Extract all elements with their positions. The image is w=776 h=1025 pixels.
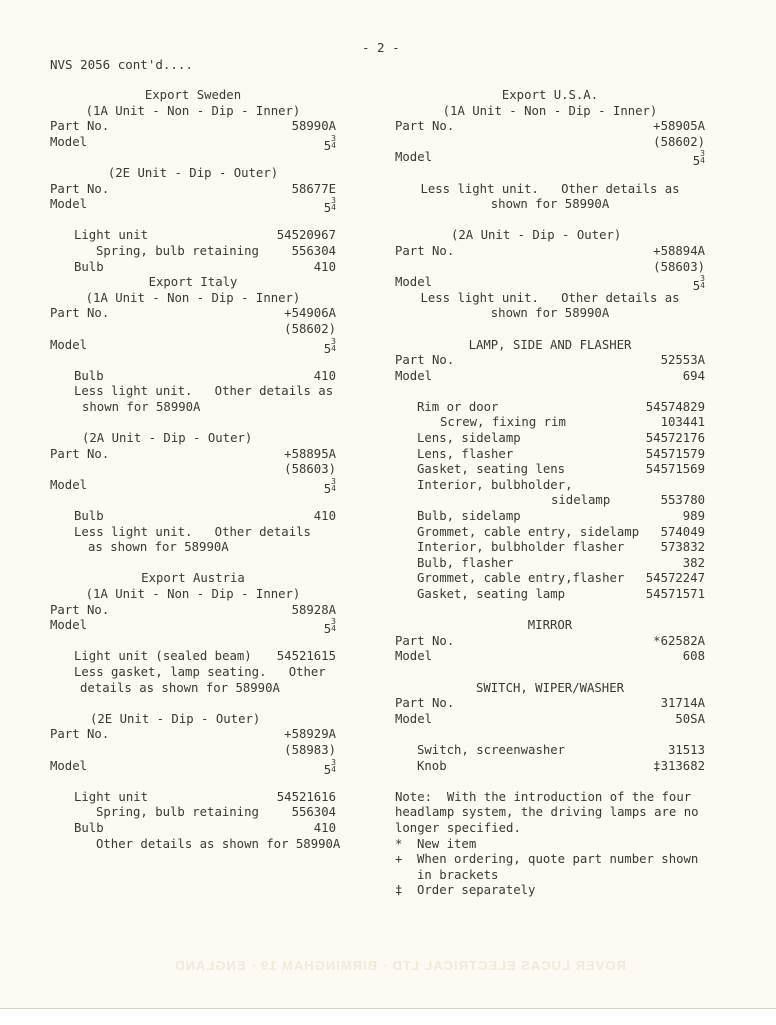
section-export-austria [50,571,341,852]
note-text: shown for 58990A [490,306,610,321]
part-value: 31714A [660,696,705,711]
bracket-row [50,743,336,759]
legend-item-bracket-cont: in brackets [417,867,499,882]
notes-block [395,790,725,899]
section-export-italy [50,275,336,571]
component-row: Light unit 54521616 [74,789,336,804]
section-title: Export Austria [141,571,245,586]
note-text: as shown for 58990A [88,540,229,555]
model-row [50,135,336,151]
component-row: Screw, fixing rim 103441 [440,415,705,430]
model-value: 608 [682,649,705,664]
part-value: *62582A [653,633,705,648]
part-value: 58990A [291,119,336,134]
legend-item-new: * New item [395,836,477,851]
model-label: Model [50,134,88,149]
note-text: Less gasket, lamp seating. Other [74,664,326,679]
component-row: Grommet, cable entry,flasher 54572247 [417,571,705,586]
note-text: shown for 58990A [490,197,610,212]
note-text: Less light unit. Other details [74,524,311,539]
page-edge [0,1008,776,1025]
component-row: Interior, bulbholder, [417,477,573,492]
bleed-through-text: ROVER LUCAS ELECTRICAL LTD · BIRMINGHAM 19 · ENGLAND [174,958,626,973]
part-row: Part No. +58905A [395,119,705,134]
section-title: Export Italy [148,275,238,290]
model-row: Model 50SA [395,711,705,726]
component-row: Light unit (sealed beam) 54521615 [74,649,336,664]
part-value: 58928A [291,602,336,617]
section-switch-wiper-washer [395,681,705,790]
bracket-part-value: (58603) [653,259,705,274]
legend-item-separate: ‡ Order separately [395,883,536,898]
model-row: Model 608 [395,649,705,664]
component-row: Bulb 410 [74,368,336,383]
unit-subtitle: (2A Unit - Dip - Outer) [82,431,253,446]
bracket-part-value: (58602) [653,134,705,149]
model-value: 5 3 4 [323,617,336,637]
component-row: Switch, screenwasher 31513 [417,742,705,757]
model-value: 694 [682,368,705,383]
part-value: +58905A [653,119,705,134]
bracket-row [395,260,705,276]
unit-subtitle: (1A Unit - Non - Dip - Inner) [85,103,301,118]
bracket-row [395,135,705,151]
section-export-usa [395,88,705,338]
part-value: +58894A [653,243,705,258]
model-row: Model 5 3 4 [50,336,336,356]
note-text: Less light unit. Other details as [420,181,680,196]
model-value: 50SA [675,711,705,726]
note-line: longer specified. [395,820,521,835]
model-value: 5 3 4 [692,274,705,294]
component-row: sidelamp 553780 [551,493,705,508]
component-row: Spring, bulb retaining 556304 [96,805,336,820]
model-value: 5 3 4 [323,196,336,216]
unit-subtitle: (2E Unit - Dip - Outer) [90,711,261,726]
component-row: Bulb, flasher 382 [417,555,705,570]
bracket-row [50,462,336,478]
note-text: Less light unit. Other details as [420,290,680,305]
note-text: details as shown for 58990A [80,680,280,695]
component-row: Bulb 410 [74,820,336,835]
part-row: Part No. *62582A [395,633,705,648]
model-row: Model 694 [395,368,705,383]
component-row: Lens, sidelamp 54572176 [417,431,705,446]
note-line: Note: With the introduction of the four [395,789,692,804]
component-row: Grommet, cable entry, sidelamp 574049 [417,524,705,539]
document-reference: NVS 2056 cont'd.... [50,57,193,72]
part-row: Part No. +58929A [50,727,336,742]
asterisk-symbol: * [395,836,403,851]
part-row: Part No. +58895A [50,446,336,461]
part-value: +58929A [284,727,336,742]
part-value: +54906A [284,306,336,321]
component-row: Interior, bulbholder flasher 573832 [417,540,705,555]
component-row: Gasket, seating lamp 54571571 [417,587,705,601]
left-column [50,88,341,852]
model-row: Model 5 3 4 [50,196,336,216]
section-lamp-side-flasher [395,338,705,619]
part-value: +58895A [284,446,336,461]
part-value: 52553A [660,353,705,368]
bracket-part-value: (58983) [284,742,336,757]
bracket-part-value: (58602) [284,321,336,336]
component-row: Bulb 410 [74,259,336,274]
note-text: Other details as shown for 58990A [96,836,341,851]
component-row: Spring, bulb retaining 556304 [96,243,336,258]
double-dagger-symbol: ‡ [395,883,403,898]
model-row: Model 5 3 4 [395,274,705,294]
unit-subtitle: (2E Unit - Dip - Outer) [107,165,279,180]
page-number: - 2 - [362,40,400,55]
component-row: Rim or door 54574829 [417,399,705,414]
component-row: Knob ‡313682 [417,758,705,773]
part-value: 58677E [291,181,336,196]
plus-symbol: + [395,852,403,867]
part-row: Part No. 31714A [395,696,705,711]
model-value: 5 3 4 [692,149,705,169]
note-line: headlamp system, the driving lamps are no [395,805,699,820]
part-label: Part No. [50,119,110,134]
part-row [50,119,336,135]
section-title: MIRROR [527,618,573,633]
section-title: Export Sweden [144,88,242,102]
unit-subtitle: (1A Unit - Non - Dip - Inner) [442,103,658,118]
part-row: Part No. +58894A [395,243,705,258]
bracket-row [50,322,336,338]
right-column [395,88,705,899]
note-text: shown for 58990A [82,399,201,414]
section-title: SWITCH, WIPER/WASHER [475,680,625,695]
note-text: Less light unit. Other details as [74,384,334,399]
model-row: Model 5 3 4 [50,617,336,637]
unit-subtitle: (2A Unit - Dip - Outer) [451,228,622,243]
model-value: 5 3 4 [323,476,336,496]
section-title: Export U.S.A. [501,88,599,102]
part-row: Part No. +54906A [50,306,336,321]
model-value: 5 3 4 [323,133,336,153]
bracket-part-value: (58603) [284,462,336,477]
legend-item-bracket: + When ordering, quote part number shown [395,852,699,867]
model-row: Model 5 3 4 [395,149,705,169]
model-row: Model 5 3 4 [50,757,336,777]
component-row: Lens, flasher 54571579 [417,446,705,461]
unit-subtitle: (1A Unit - Non - Dip - Inner) [85,290,301,305]
model-value: 5 3 4 [323,336,336,356]
component-row: Light unit 54520967 [74,228,336,243]
section-export-sweden [50,88,336,275]
section-mirror [395,618,705,680]
part-row: Part No. 58928A [50,602,336,617]
part-row: Part No. 58677E [50,181,336,196]
section-title: LAMP, SIDE AND FLASHER [468,337,632,352]
part-row: Part No. 52553A [395,353,705,368]
model-value: 5 3 4 [323,757,336,777]
component-row: Gasket, seating lens 54571569 [417,462,705,477]
model-row: Model 5 3 4 [50,476,336,496]
unit-subtitle: (1A Unit - Non - Dip - Inner) [85,587,301,601]
component-row: Bulb 410 [74,509,336,524]
component-row: Bulb, sidelamp 989 [417,509,705,524]
